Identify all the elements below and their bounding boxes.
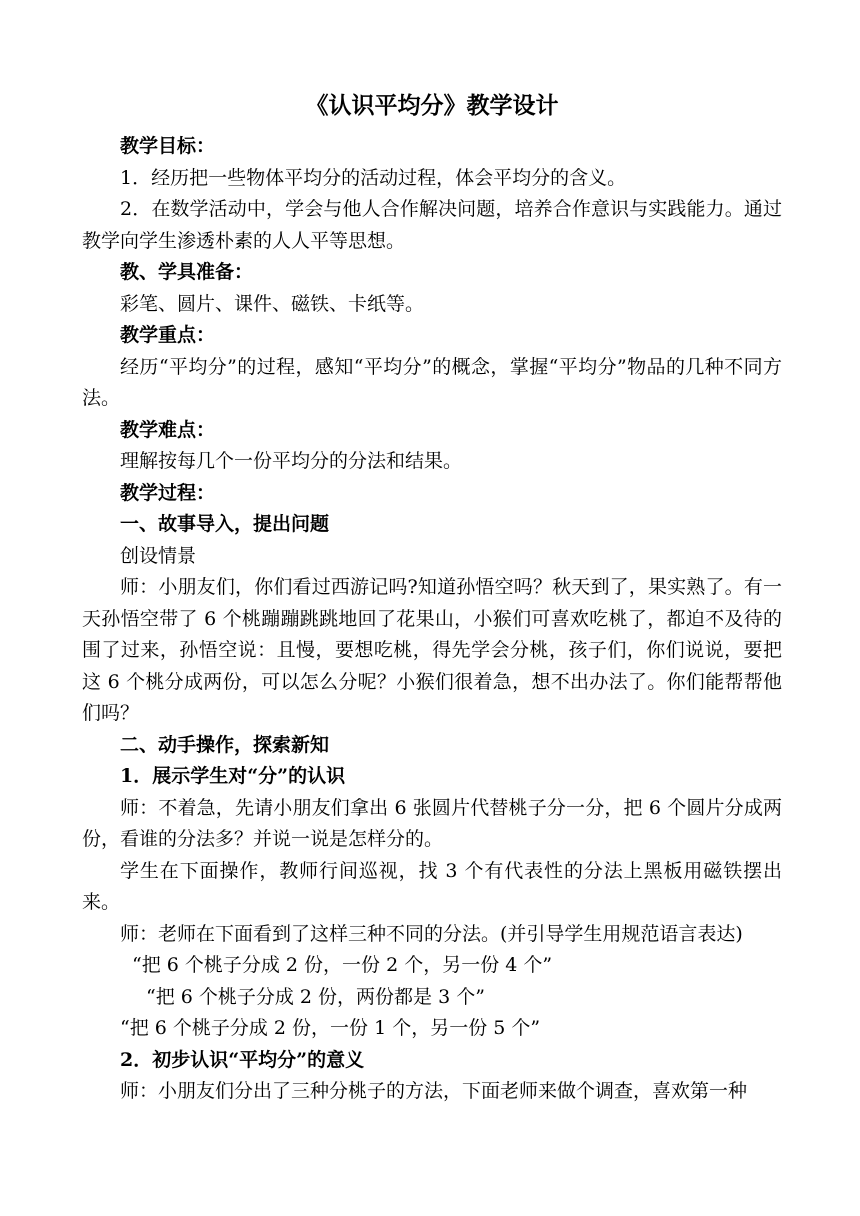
prep-heading: 教、学具准备： bbox=[120, 261, 254, 283]
part1-heading: 一、故事导入，提出问题 bbox=[120, 513, 330, 535]
part2-2-heading: 2．初步认识“平均分”的意义 bbox=[120, 1048, 365, 1071]
part2-heading: 二、动手操作，探索新知 bbox=[120, 733, 330, 756]
part2-1-heading: 1．展示学生对“分”的认识 bbox=[120, 765, 346, 787]
page-title: 《认识平均分》教学设计 bbox=[305, 92, 559, 119]
key-text: 经历“平均分”的过程，感知“平均分”的概念，掌握“平均分”物品的几种不同方法。 bbox=[82, 355, 782, 409]
part2-2-text: 师：小朋友们分出了三种分桃子的方法，下面老师来做个调查，喜欢第一种 bbox=[120, 1080, 748, 1102]
goal-item-1: 1．经历把一些物体平均分的活动过程，体会平均分的含义。 bbox=[120, 166, 627, 189]
part1-subheading: 创设情景 bbox=[120, 544, 197, 567]
document-page bbox=[82, 90, 782, 1108]
quote-2: “把 6 个桃子分成 2 份，两份都是 3 个” bbox=[146, 985, 485, 1008]
prep-text: 彩笔、圆片、课件、磁铁、卡纸等。 bbox=[120, 292, 425, 315]
part2-1-text-a: 师：不着急，先请小朋友们拿出 6 张圆片代替桃子分一分，把 6 个圆片分成两份，看谁的分法多？并说一说是怎样分的。 bbox=[82, 796, 782, 850]
goal-heading: 教学目标： bbox=[120, 135, 216, 157]
part1-text: 师：小朋友们，你们看过西游记吗?知道孙悟空吗？秋天到了，果实熟了。有一天孙悟空带了 6 个桃蹦蹦跳跳地回了花果山，小猴们可喜欢吃桃了，都迫不及待的围了过来，孙悟空说：且慢，要想吃桃，得先学会分桃，孩子们，你们说说，要把这 6 个桃分成两份，可以怎么分呢？小猴们很着急，想不出办法了。你们能帮帮他们吗？ bbox=[82, 576, 782, 724]
difficulty-text: 理解按每几个一份平均分的分法和结果。 bbox=[120, 450, 463, 472]
part2-1-text-b: 学生在下面操作，教师行间巡视，找 3 个有代表性的分法上黑板用磁铁摆出来。 bbox=[82, 859, 782, 913]
quote-1: “把 6 个桃子分成 2 份，一份 2 个，另一份 4 个” bbox=[132, 954, 553, 976]
key-heading: 教学重点： bbox=[120, 324, 216, 346]
part2-1-text-c: 师：老师在下面看到了这样三种不同的分法。(并引导学生用规范语言表达) bbox=[120, 922, 743, 945]
goal-item-2: 2．在数学活动中，学会与他人合作解决问题，培养合作意识与实践能力。通过教学向学生渗透朴素的人人平等思想。 bbox=[82, 198, 782, 252]
quote-3: “把 6 个桃子分成 2 份，一份 1 个，另一份 5 个” bbox=[120, 1017, 541, 1039]
process-heading: 教学过程： bbox=[120, 481, 216, 504]
difficulty-heading: 教学难点： bbox=[120, 418, 216, 441]
